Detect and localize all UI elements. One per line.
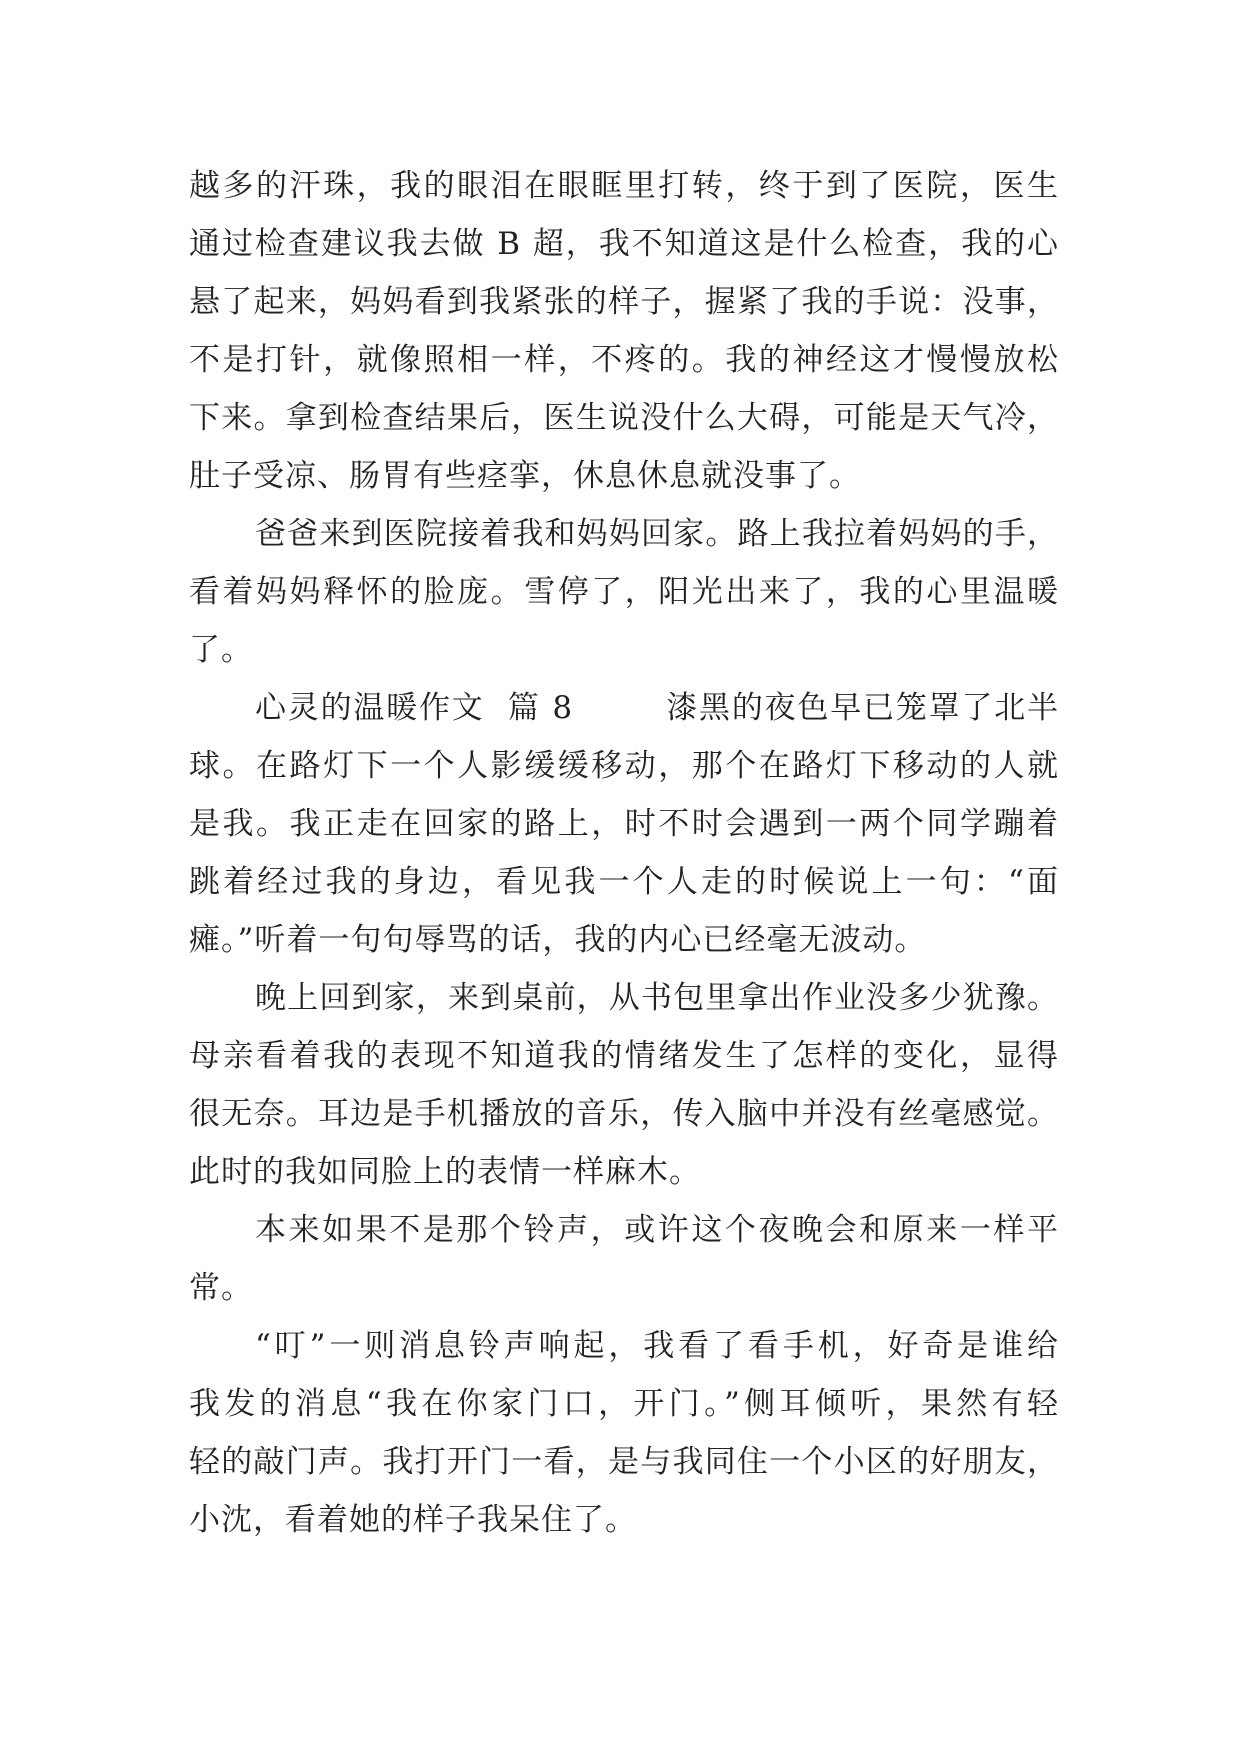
text-line: 晚上回到家，来到桌前，从书包里拿出作业没多少犹豫。: [255, 980, 1059, 1016]
paragraph: [189, 1201, 1059, 1317]
text-line: 了。: [189, 632, 253, 668]
paragraph: [189, 679, 1059, 969]
text-line: 悬了起来，妈妈看到我紧张的样子，握紧了我的手说：没事，: [189, 284, 1059, 320]
text-line: 不是打针，就像照相一样，不疼的。我的神经这才慢慢放松: [189, 342, 1059, 378]
text-line: 常。: [189, 1270, 253, 1306]
text-line: 跳着经过我的身边，看见我一个人走的时候说上一句：“面: [189, 864, 1059, 900]
paragraph: [189, 1317, 1059, 1549]
text-line: 通过检查建议我去做 B 超，我不知道这是什么检查，我的心: [189, 226, 1059, 262]
text-line: 看着妈妈释怀的脸庞。雪停了，阳光出来了，我的心里温暖: [189, 574, 1059, 610]
text-line: “叮”一则消息铃声响起，我看了看手机，好奇是谁给: [255, 1328, 1059, 1364]
text-line: 球。在路灯下一个人影缓缓移动，那个在路灯下移动的人就: [189, 748, 1059, 784]
paragraph: [189, 505, 1059, 679]
text-line-with-heading: 心灵的温暖作文 篇 8 漆黑的夜色早已笼罩了北半: [255, 690, 1059, 726]
text-line: 母亲看着我的表现不知道我的情绪发生了怎样的变化，显得: [189, 1038, 1059, 1074]
body-text: [189, 157, 1059, 1549]
text-line: 爸爸来到医院接着我和妈妈回家。路上我拉着妈妈的手，: [255, 516, 1059, 552]
text-line: 瘫。”听着一句句辱骂的话，我的内心已经毫无波动。: [189, 922, 927, 958]
text-line: 本来如果不是那个铃声，或许这个夜晚会和原来一样平: [255, 1212, 1059, 1248]
text-line: 是我。我正走在回家的路上，时不时会遇到一两个同学蹦着: [189, 806, 1059, 842]
text-line: 很无奈。耳边是手机播放的音乐，传入脑中并没有丝毫感觉。: [189, 1096, 1059, 1132]
text-line: 此时的我如同脸上的表情一样麻木。: [189, 1154, 701, 1190]
paragraph: [189, 157, 1059, 505]
text-line: 越多的汗珠，我的眼泪在眼眶里打转，终于到了医院，医生: [189, 168, 1059, 204]
text-line: 轻的敲门声。我打开门一看，是与我同住一个小区的好朋友，: [189, 1444, 1059, 1480]
text-line: 下来。拿到检查结果后，医生说没什么大碍，可能是天气冷，: [189, 400, 1059, 436]
text-line: 肚子受凉、肠胃有些痉挛，休息休息就没事了。: [189, 458, 861, 494]
text-line: 我发的消息“我在你家门口，开门。”侧耳倾听，果然有轻: [189, 1386, 1059, 1422]
text-line: 小沈，看着她的样子我呆住了。: [189, 1502, 637, 1538]
paragraph: [189, 969, 1059, 1201]
